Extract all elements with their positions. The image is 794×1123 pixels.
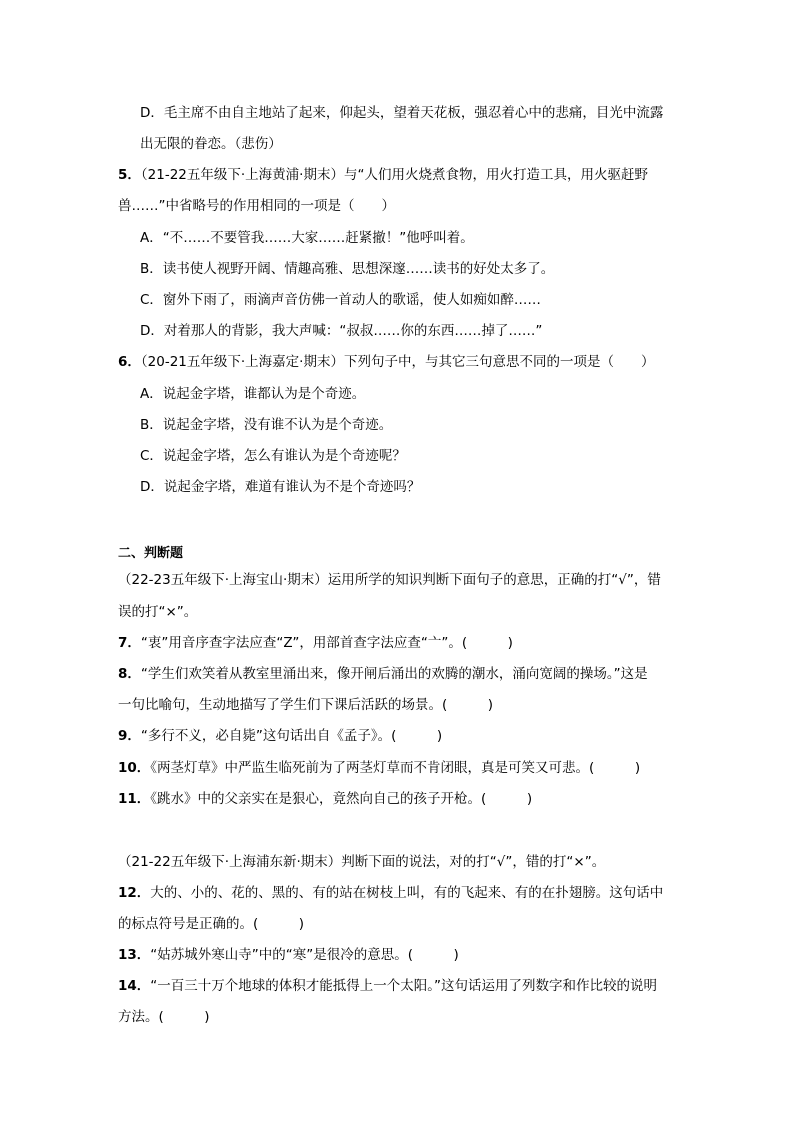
q14-text-line1: “一百三十万个地球的体积才能抵得上一个太阳。”这句话运用了列数字和作比较的说明 [150, 978, 658, 994]
q8-number: 8． [118, 666, 141, 682]
q8-line2: 一句比喻句，生动地描写了学生们下课后活跃的场景。( ) [118, 697, 494, 713]
q6-option-a: A．说起金字塔，谁都认为是个奇迹。 [140, 386, 366, 402]
q5-stem-line1 [118, 166, 648, 184]
q14-number: 14． [118, 978, 151, 994]
q14-line2: 方法。( ) [118, 1009, 210, 1025]
q11 [118, 790, 532, 808]
section2-intro-line2: 误的打“×”。 [118, 604, 198, 620]
q10-number: 10． [118, 760, 151, 776]
q6-stem-text: （20-21五年级下·上海嘉定·期末）下列句子中，与其它三句意思不同的一项是（ ） [140, 354, 655, 370]
section2-intro-line1: （22-23五年级下·上海宝山·期末）运用所学的知识判断下面句子的意思，正确的打“√”，错 [118, 572, 661, 588]
q10-text: 《两茎灯草》中严监生临死前为了两茎灯草而不肯闭眼，真是可笑又可悲。( ) [150, 760, 641, 776]
q6-option-b: B．说起金字塔，没有谁不认为是个奇迹。 [140, 417, 393, 433]
q4-option-d-line2: 出无限的眷恋。（悲伤） [140, 136, 282, 152]
q6-number: 6． [118, 354, 141, 370]
q12-number: 12． [118, 885, 151, 901]
q9 [118, 727, 442, 745]
q5-option-b: B．读书使人视野开阔、情趣高雅、思想深邃……读书的好处太多了。 [140, 261, 555, 277]
q12-line1 [118, 884, 663, 902]
group2-intro: （21-22五年级下·上海浦东新·期末）判断下面的说法，对的打“√”，错的打“×”。 [118, 854, 606, 870]
section-heading: 二、判断题 [118, 546, 184, 561]
q6-stem [118, 353, 654, 371]
q6-option-d: D．说起金字塔，难道有谁认为不是个奇迹吗？ [140, 479, 421, 495]
q7-text: “衷”用音序查字法应查“Z”，用部首查字法应查“亠”。( ) [140, 635, 513, 651]
q5-stem-line2: 兽……”中省略号的作用相同的一项是（ ） [118, 198, 395, 214]
q13-number: 13． [118, 947, 151, 963]
q5-stem-text: （21-22五年级下·上海黄浦·期末）与“人们用火烧煮食物，用火打造工具，用火驱赶野 [140, 167, 648, 183]
q6-option-c: C．说起金字塔，怎么有谁认为是个奇迹呢？ [140, 448, 406, 464]
q13-text: “姑苏城外寒山寺”中的“寒”是很冷的意思。( ) [150, 947, 459, 963]
q8-line1 [118, 665, 648, 683]
q7 [118, 634, 513, 652]
q5-option-c: C．窗外下雨了，雨滴声音仿佛一首动人的歌谣，使人如痴如醉…… [140, 292, 541, 308]
q12-line2: 的标点符号是正确的。( ) [118, 916, 305, 932]
q13 [118, 946, 459, 964]
q5-number: 5． [118, 167, 141, 183]
q7-number: 7． [118, 635, 141, 651]
q10 [118, 759, 640, 777]
q11-number: 11． [118, 791, 151, 807]
q12-text-line1: 大的、小的、花的、黑的、有的站在树枝上叫，有的飞起来、有的在扑翅膀。这句话中 [150, 885, 664, 901]
q5-option-d: D．对着那人的背影，我大声喊：“叔叔……你的东西……掉了……” [140, 323, 543, 339]
q9-text: “多行不义，必自毙”这句话出自《孟子》。( ) [140, 728, 443, 744]
q8-text-line1: “学生们欢笑着从教室里涌出来，像开闸后涌出的欢腾的潮水，涌向宽阔的操场。”这是 [140, 666, 648, 682]
q5-option-a: A．“不……不要管我……大家……赶紧撤！”他呼叫着。 [140, 230, 474, 246]
q9-number: 9． [118, 728, 141, 744]
q4-option-d-line1: D．毛主席不由自主地站了起来，仰起头，望着天花板，强忍着心中的悲痛，目光中流露 [140, 105, 664, 121]
q11-text: 《跳水》中的父亲实在是狠心，竟然向自己的孩子开枪。( ) [150, 791, 533, 807]
q14-line1 [118, 977, 657, 995]
